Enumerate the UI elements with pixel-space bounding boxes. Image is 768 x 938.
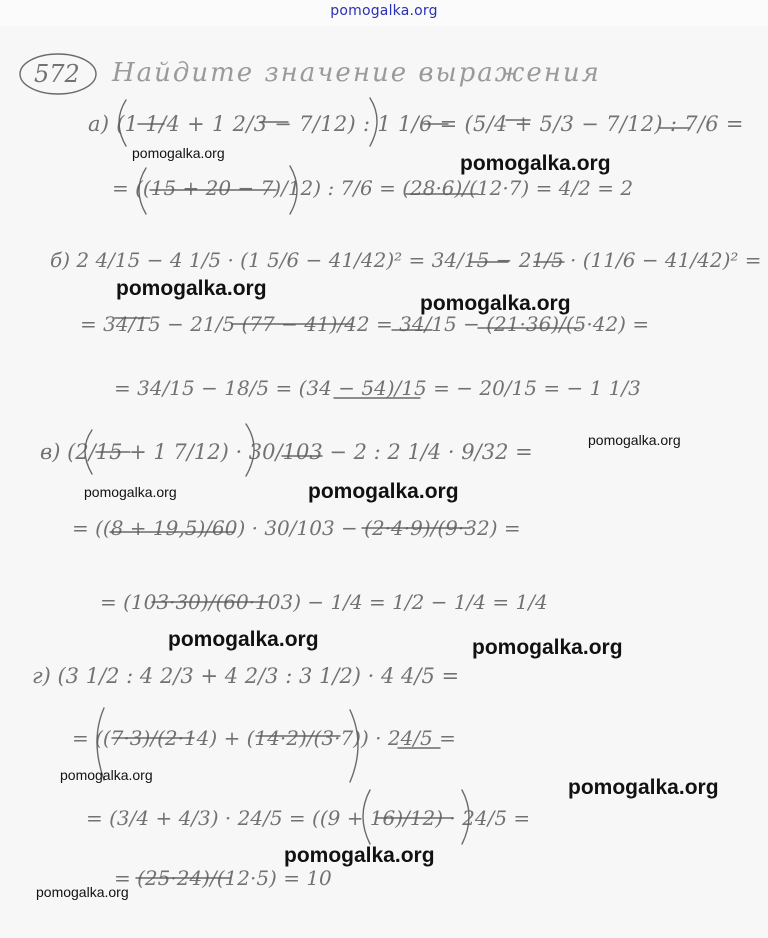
watermark: pomogalka.org bbox=[284, 844, 435, 867]
solution-b-line-3: = 34/15 − 18/5 = (34 − 54)/15 = − 20/15 = − 1 1/3 bbox=[114, 376, 641, 400]
solution-v-line-1: в) (2/15 + 1 7/12) · 30/103 − 2 : 2 1/4 · 9/32 = bbox=[40, 440, 533, 464]
watermark: pomogalka.org bbox=[568, 776, 719, 799]
solution-b-line-1: б) 2 4/15 − 4 1/5 · (1 5/6 − 41/42)² = 34/15 − 21/5 · (11/6 − 41/42)² = bbox=[50, 248, 762, 272]
site-header-link[interactable]: pomogalka.org bbox=[330, 3, 438, 19]
solution-v-line-2: = ((8 + 19,5)/60) · 30/103 − (2·4·9)/(9·32) = bbox=[72, 516, 521, 540]
watermark: pomogalka.org bbox=[588, 432, 681, 448]
solution-g-line-2: = ((7·3)/(2·14) + (14·2)/(3·7)) · 24/5 = bbox=[72, 726, 456, 750]
task-heading: Найдите значение выражения bbox=[112, 58, 601, 88]
watermark: pomogalka.org bbox=[472, 636, 623, 659]
solution-b-line-2: = 34/15 − 21/5 (77 − 41)/42 = 34/15 − (21·36)/(5·42) = bbox=[80, 312, 650, 336]
watermark: pomogalka.org bbox=[60, 767, 153, 783]
solution-a-line-2: = ((15 + 20 − 7)/12) : 7/6 = (28·6)/(12·7) = 4/2 = 2 bbox=[112, 176, 634, 200]
watermark: pomogalka.org bbox=[460, 152, 611, 175]
problem-number: 572 bbox=[34, 60, 80, 88]
watermark: pomogalka.org bbox=[420, 292, 571, 315]
watermark: pomogalka.org bbox=[36, 884, 129, 900]
solution-g-line-4: = (25·24)/(12·5) = 10 bbox=[114, 866, 332, 890]
solution-v-line-3: = (103·30)/(60·103) − 1/4 = 1/2 − 1/4 = 1/4 bbox=[100, 590, 548, 614]
watermark: pomogalka.org bbox=[308, 480, 459, 503]
watermark: pomogalka.org bbox=[168, 628, 319, 651]
watermark: pomogalka.org bbox=[116, 277, 267, 300]
solution-g-line-3: = (3/4 + 4/3) · 24/5 = ((9 + 16)/12) · 24/5 = bbox=[86, 806, 531, 830]
solution-g-line-1: г) (3 1/2 : 4 2/3 + 4 2/3 : 3 1/2) · 4 4/5 = bbox=[32, 664, 460, 688]
watermark: pomogalka.org bbox=[132, 145, 225, 161]
solution-a-line-1: а) (1 1/4 + 1 2/3 − 7/12) : 1 1/6 = (5/4 + 5/3 − 7/12) : 7/6 = bbox=[88, 112, 744, 136]
watermark: pomogalka.org bbox=[84, 484, 177, 500]
